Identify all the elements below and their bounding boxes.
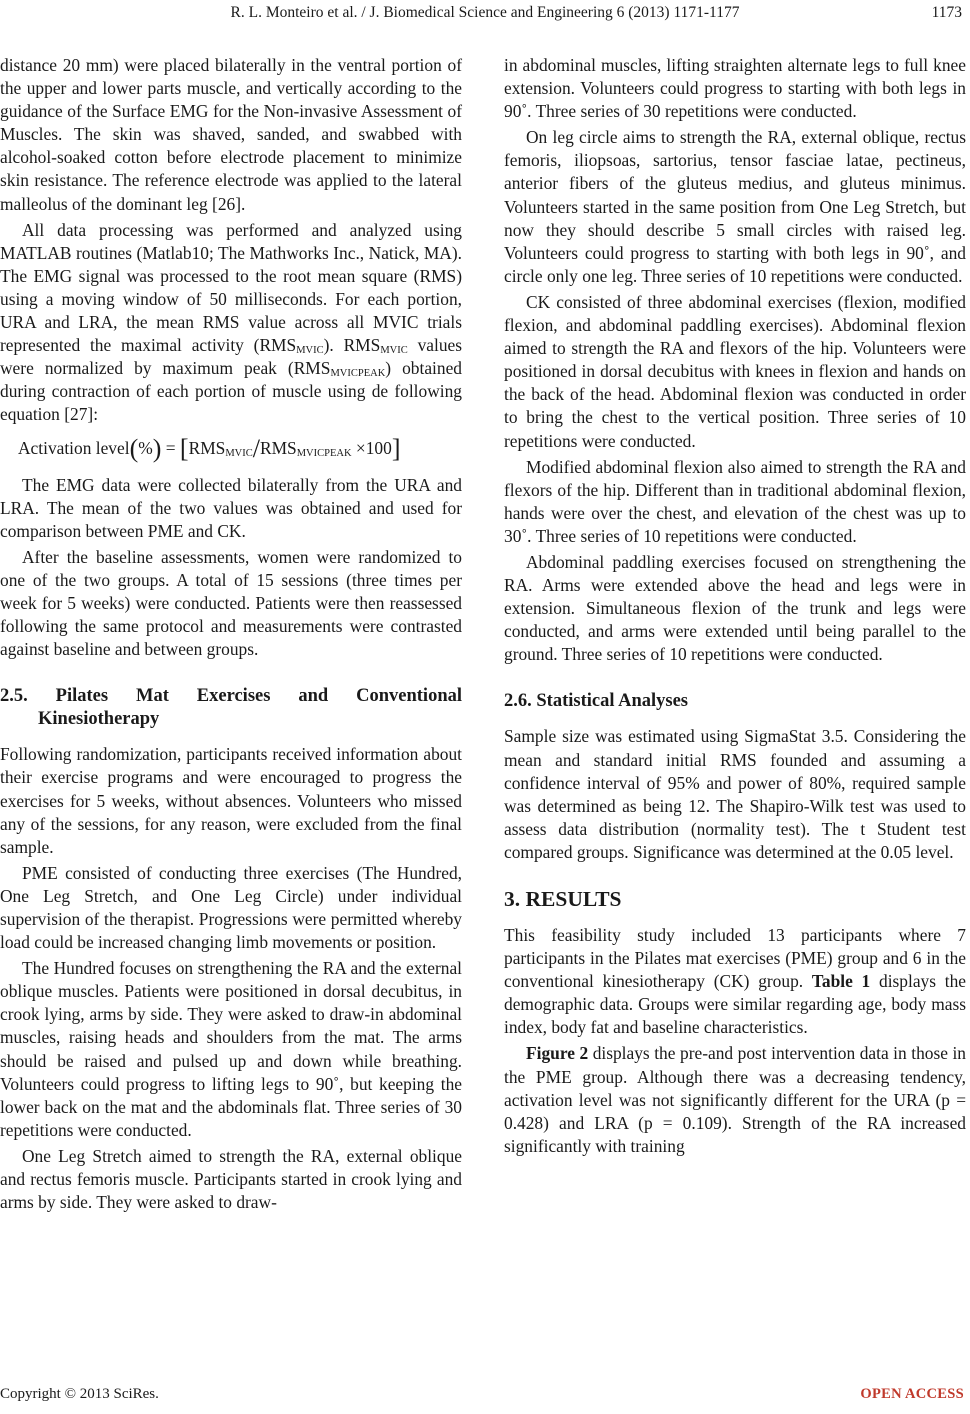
paragraph: Sample size was estimated using SigmaStat 3.5. Considering the mean and standard initial RMS founded and assuming a confidence interval of 95% and power of 80%, required sample was determined as being 12. The Shapiro-Wilk test was used to assess data distribution (normality test). The t Student test compared groups. Significance was determined at the 0.05 level. <box>504 726 966 862</box>
section-heading-2-6: 2.6. Statistical Analyses <box>504 691 688 712</box>
paragraph: The Hundred focuses on strengthening the RA and the external oblique muscles. Patients were positioned in dorsal decubitus, in crook lying, arms by side. They were asked to draw-in abdominal muscles, raising heads and shoulders from the mat. The arms should be raised and pulsed up and down while breathing. Volunteers could progress to lifting legs to 90˚, but keeping the lower back on the mat and the abdominals flat. Three series of 30 repetitions were conducted. <box>0 958 462 1140</box>
left-column <box>0 54 462 1217</box>
paragraph: After the baseline assessments, women were randomized to one of the two groups. A total of 15 sessions (three times per week for 5 weeks) were conducted. Patients were then reassessed following the same protocol and measurements were contrasted against baseline and between groups. <box>0 546 462 660</box>
running-head: R. L. Monteiro et al. / J. Biomedical Science and Engineering 6 (2013) 1171-1177 <box>230 4 740 21</box>
section-heading-2-5: 2.5. Pilates Mat Exercises and Conventional Kinesiotherapy <box>0 686 462 730</box>
paragraph: PME consisted of conducting three exercises (The Hundred, One Leg Stretch, and One Leg Circle) under individual supervision of the therapist. Progressions were permitted whereby load could be increased changing limb movements or position. <box>0 862 462 953</box>
paragraph: in abdominal muscles, lifting straighten alternate legs to full knee extension. Volunteers could progress to starting with both legs in 90˚. Three series of 30 repetitions were conducted. <box>504 55 966 122</box>
page-header <box>0 0 970 30</box>
paragraph: Modified abdominal flexion also aimed to strength the RA and flexors of the hip. Different than in traditional abdominal flexion, hands were over the chest, and elevation of the chest was up to 30˚. Three series of 10 repetitions were conducted. <box>504 456 966 546</box>
activation-level-equation: Activation level(%) = $[RMS_{MVIC}/RMS_{MVICPEAK} \times 100]$ <box>18 433 401 463</box>
open-access-label: OPEN ACCESS <box>860 1386 964 1402</box>
paragraph: CK consisted of three abdominal exercises (flexion, modified flexion, and abdominal paddling exercises). Abdominal flexion aimed to strength the RA and flexors of the hip. Volunteers were positioned in dorsal decubitus with knees in flexion and hands on the back of the head. Abdominal flexion was conducted in order to bring the chest to the vertical position. Three series of 10 repetitions were conducted. <box>504 291 966 451</box>
paragraph: One Leg Stretch aimed to strength the RA, external oblique and rectus femoris muscle. Participants started in crook lying and arms by side. They were asked to draw- <box>0 1145 462 1213</box>
figure-2-reference[interactable]: Figure 2 <box>526 1043 589 1064</box>
paragraph: distance 20 mm) were placed bilaterally in the ventral portion of the upper and lower parts muscle, and vertically according to the guidance of the Surface EMG for the Non-invasive Assessment of Muscles. The skin was shaved, sanded, and swabbed with alcohol-soaked cotton before electrode placement to minimize skin resistance. The reference electrode was applied to the lateral malleolus of the dominant leg [26]. <box>0 55 462 214</box>
page-number: 1173 <box>931 4 962 21</box>
paragraph: All data processing was performed and analyzed using MATLAB routines (Matlab10; The Mathworks Inc., Natick, MA). The EMG signal was processed to the root mean square (RMS) using a moving window of 50 milliseconds. For each portion, URA and LRA, the mean RMS value across all MVIC trials represented the maximal activity $(RMS_{MVIC})$. $RMS_{MVIC}$ values were normalized by maximum peak $(RMS_{MVICPEAK})$ obtained during contraction of each portion of muscle using de following equation [27]: <box>0 219 462 425</box>
copyright-notice: Copyright © 2013 SciRes. <box>0 1386 159 1402</box>
page-footer <box>0 1386 970 1410</box>
paragraph: Following randomization, participants received information about their exercise programs and were encouraged to progress the exercises for 5 weeks, without absences. Volunteers who missed any of the sessions, for any reason, were excluded from the final sample. <box>0 744 462 857</box>
paragraph: On leg circle aims to strength the RA, external oblique, rectus femoris, iliopsoas, sartorius, tensor fasciae latae, pectineus, anterior fibers of the gluteus medius, and gluteus minimus. Volunteers started in the same position from One Leg Stretch, but now they should describe 5 small circles with raised leg. Volunteers could progress to starting with both legs in 90˚, and circle only one leg. Three series of 10 repetitions were conducted. <box>504 127 966 286</box>
section-heading-results: 3. RESULTS <box>504 887 622 911</box>
table-1-reference[interactable]: Table 1 <box>811 971 871 992</box>
paragraph: The EMG data were collected bilaterally from the URA and LRA. The mean of the two values was obtained and used for comparison between PME and CK. <box>0 474 462 541</box>
paragraph: This feasibility study included 13 participants where 7 participants in the Pilates mat exercises (PME) group and 6 in the conventional kinesiotherapy (CK) group. Table 1 displays the demographic data. Groups were similar regarding age, body mass index, body fat and baseline characteristics. <box>504 925 966 1038</box>
paragraph: Abdominal paddling exercises focused on strengthening the RA. Arms were extended above the head and legs were in extension. Simultaneous flexion of the trunk and legs were conducted, and arms were extended until being parallel to the ground. Three series of 10 repetitions were conducted. <box>504 551 966 665</box>
right-column <box>504 54 966 1161</box>
paragraph: Figure 2 displays the pre-and post intervention data in those in the PME group. Although there was a decreasing tendency, activation level was not significantly different for the URA (p = 0.428) and LRA (p = 0.109). Strength of the RA increased significantly with training <box>504 1043 966 1156</box>
